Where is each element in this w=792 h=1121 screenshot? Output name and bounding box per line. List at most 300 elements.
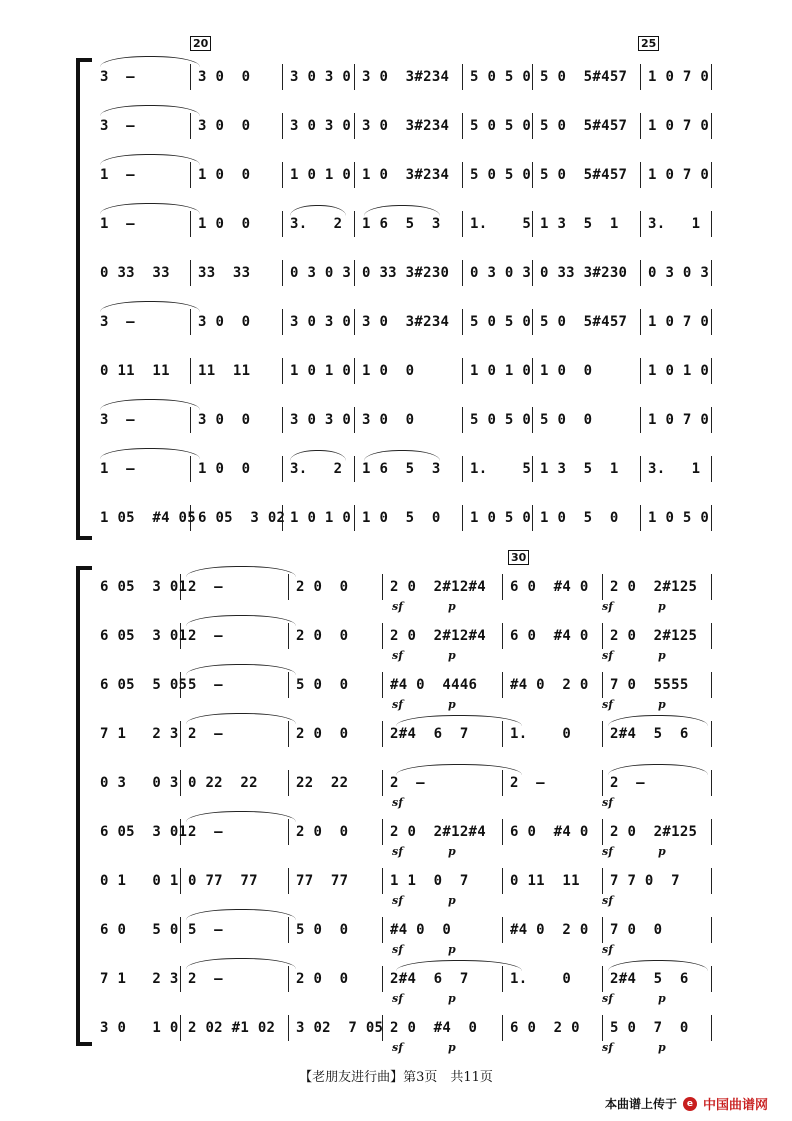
staff-row bbox=[92, 354, 712, 388]
measure-notes: 2 – bbox=[188, 726, 223, 742]
barline bbox=[282, 358, 283, 384]
measure-notes: 2 – bbox=[188, 824, 223, 840]
measure-notes: 1 0 5 0 bbox=[648, 510, 710, 526]
slur bbox=[100, 105, 200, 116]
barline-end bbox=[711, 819, 712, 845]
measure-notes: 5 0 0 bbox=[296, 677, 349, 693]
measure-notes: 6 0 2 0 bbox=[510, 1020, 580, 1036]
dynamic-sf: sf bbox=[392, 845, 403, 858]
measure-notes: 2 – bbox=[610, 775, 645, 791]
barline-end bbox=[711, 966, 712, 992]
measure-notes: 1 6 5 3 bbox=[362, 216, 441, 232]
barline bbox=[190, 309, 191, 335]
barline bbox=[382, 721, 383, 747]
barline bbox=[180, 917, 181, 943]
dynamic-sf: sf bbox=[392, 1041, 403, 1054]
measure-notes: 5 – bbox=[188, 677, 223, 693]
dynamic-sf: sf bbox=[602, 992, 613, 1005]
barline bbox=[288, 672, 289, 698]
measure-notes: 6 05 3 02 bbox=[198, 510, 286, 526]
slur bbox=[186, 566, 296, 577]
measure-notes: 3 0 3 0 bbox=[290, 118, 352, 134]
measure-notes: 1 0 1 0 bbox=[648, 363, 710, 379]
barline bbox=[180, 721, 181, 747]
measure-notes: 6 0 #4 0 bbox=[510, 628, 589, 644]
measure-notes: 1 0 1 0 bbox=[290, 167, 352, 183]
measure-notes: 6 05 3 01 bbox=[100, 824, 188, 840]
barline bbox=[382, 966, 383, 992]
dynamic-p: p bbox=[658, 992, 666, 1005]
measure-notes: #4 0 0 bbox=[390, 922, 452, 938]
measure-notes: 6 0 #4 0 bbox=[510, 824, 589, 840]
staff-row bbox=[92, 864, 712, 898]
measure-notes: 3 0 0 bbox=[198, 314, 251, 330]
staff-row bbox=[92, 619, 712, 653]
measure-notes: 2 0 0 bbox=[296, 628, 349, 644]
barline bbox=[602, 819, 603, 845]
barline bbox=[190, 211, 191, 237]
measure-notes: 7 0 5555 bbox=[610, 677, 689, 693]
measure-notes: 5 0 7 0 bbox=[610, 1020, 689, 1036]
barline bbox=[382, 574, 383, 600]
barline bbox=[532, 260, 533, 286]
barline bbox=[190, 162, 191, 188]
dynamic-p: p bbox=[448, 943, 456, 956]
barline-end bbox=[711, 162, 712, 188]
barline bbox=[462, 456, 463, 482]
measure-notes: 5 0 5#457 bbox=[540, 167, 628, 183]
staff-row bbox=[92, 256, 712, 290]
measure-notes: 1. 0 bbox=[510, 971, 572, 987]
measure-notes: 5 0 5 0 bbox=[470, 69, 532, 85]
slur bbox=[100, 448, 200, 459]
measure-notes: 5 0 0 bbox=[296, 922, 349, 938]
barline bbox=[354, 64, 355, 90]
measure-notes: 1 3 5 1 bbox=[540, 216, 619, 232]
barline bbox=[602, 917, 603, 943]
barline bbox=[462, 162, 463, 188]
barline bbox=[462, 113, 463, 139]
barline-end bbox=[711, 770, 712, 796]
site-logo-text[interactable]: 中国曲谱网 bbox=[702, 1098, 768, 1113]
measure-notes: 0 33 3#230 bbox=[540, 265, 628, 281]
barline bbox=[532, 309, 533, 335]
measure-notes: 2 0 0 bbox=[296, 726, 349, 742]
measure-notes: #4 0 2 0 bbox=[510, 922, 589, 938]
dynamic-sf: sf bbox=[602, 894, 613, 907]
dynamic-p: p bbox=[448, 1041, 456, 1054]
barline bbox=[382, 672, 383, 698]
slur bbox=[100, 399, 200, 410]
barline bbox=[354, 309, 355, 335]
barline-end bbox=[711, 623, 712, 649]
measure-notes: 3 0 0 bbox=[198, 412, 251, 428]
dynamic-p: p bbox=[448, 600, 456, 613]
measure-notes: 0 1 0 1 bbox=[100, 873, 179, 889]
measure-notes: 3. 1 bbox=[648, 216, 701, 232]
barline bbox=[502, 623, 503, 649]
staff-row bbox=[92, 570, 712, 604]
barline bbox=[640, 309, 641, 335]
barline-end bbox=[711, 917, 712, 943]
barline bbox=[282, 64, 283, 90]
barline bbox=[532, 113, 533, 139]
measure-notes: 3 0 3#234 bbox=[362, 118, 450, 134]
barline bbox=[354, 505, 355, 531]
measure-notes: 5 0 5 0 bbox=[470, 314, 532, 330]
barline bbox=[640, 162, 641, 188]
measure-notes: 1. 5 bbox=[470, 461, 532, 477]
measure-notes: 2#4 6 7 bbox=[390, 971, 469, 987]
measure-notes: 1 – bbox=[100, 461, 135, 477]
measure-notes: 1 0 5 0 bbox=[470, 510, 532, 526]
dynamic-p: p bbox=[658, 1041, 666, 1054]
barline bbox=[282, 260, 283, 286]
measure-notes: 3 0 0 bbox=[362, 412, 415, 428]
measure-notes: 3 0 3 0 bbox=[290, 314, 352, 330]
dynamic-sf: sf bbox=[602, 600, 613, 613]
measure-notes: 1 6 5 3 bbox=[362, 461, 441, 477]
barline bbox=[354, 456, 355, 482]
barline bbox=[288, 868, 289, 894]
measure-notes: 2 0 0 bbox=[296, 971, 349, 987]
barline bbox=[382, 770, 383, 796]
measure-notes: 2 – bbox=[188, 971, 223, 987]
staff-row bbox=[92, 668, 712, 702]
barline bbox=[502, 917, 503, 943]
measure-notes: 2 0 2#12#4 bbox=[390, 628, 487, 644]
dynamic-sf: sf bbox=[602, 845, 613, 858]
measure-notes: 5 0 5 0 bbox=[470, 118, 532, 134]
measure-notes: 1 – bbox=[100, 167, 135, 183]
measure-notes: 6 0 #4 0 bbox=[510, 579, 589, 595]
measure-notes: 2 0 2#125 bbox=[610, 579, 698, 595]
slur bbox=[186, 811, 296, 822]
barline bbox=[502, 868, 503, 894]
measure-notes: 2 0 2#125 bbox=[610, 628, 698, 644]
barline bbox=[190, 407, 191, 433]
barline-end bbox=[711, 1015, 712, 1041]
barline bbox=[354, 358, 355, 384]
bracket-cap-bottom bbox=[76, 536, 92, 540]
measure-notes: 0 3 0 3 bbox=[648, 265, 710, 281]
measure-notes: 3 0 0 bbox=[198, 118, 251, 134]
barline bbox=[532, 505, 533, 531]
barline bbox=[532, 456, 533, 482]
barline bbox=[602, 868, 603, 894]
slur bbox=[186, 615, 296, 626]
measure-notes: 3 0 3 0 bbox=[290, 69, 352, 85]
measure-notes: 1 0 7 0 bbox=[648, 69, 710, 85]
barline-end bbox=[711, 574, 712, 600]
barline bbox=[602, 672, 603, 698]
dynamic-sf: sf bbox=[602, 1041, 613, 1054]
barline bbox=[462, 505, 463, 531]
measure-notes: 3 0 0 bbox=[198, 69, 251, 85]
barline bbox=[180, 770, 181, 796]
bracket-cap-bottom bbox=[76, 1042, 92, 1046]
dynamic-sf: sf bbox=[602, 698, 613, 711]
barline bbox=[640, 64, 641, 90]
measure-notes: 2 0 2#12#4 bbox=[390, 579, 487, 595]
barline bbox=[462, 211, 463, 237]
measure-notes: 6 05 3 01 bbox=[100, 579, 188, 595]
slur bbox=[186, 958, 296, 969]
measure-notes: 3 0 1 0 bbox=[100, 1020, 179, 1036]
barline bbox=[640, 211, 641, 237]
measure-notes: 1 0 7 0 bbox=[648, 412, 710, 428]
barline-end bbox=[711, 309, 712, 335]
measure-notes: 3 0 3#234 bbox=[362, 69, 450, 85]
measure-notes: 5 0 0 bbox=[540, 412, 593, 428]
barline bbox=[462, 407, 463, 433]
barline bbox=[602, 966, 603, 992]
measure-notes: 1 0 0 bbox=[362, 363, 415, 379]
measure-notes: 0 77 77 bbox=[188, 873, 258, 889]
barline bbox=[382, 819, 383, 845]
measure-notes: 33 33 bbox=[198, 265, 251, 281]
measure-notes: 2 – bbox=[188, 628, 223, 644]
barline bbox=[282, 162, 283, 188]
barline-end bbox=[711, 260, 712, 286]
staff-row bbox=[92, 1011, 712, 1045]
barline bbox=[288, 819, 289, 845]
dynamic-sf: sf bbox=[602, 649, 613, 662]
barline bbox=[288, 721, 289, 747]
measure-notes: 7 7 0 7 bbox=[610, 873, 680, 889]
measure-notes: 6 05 3 01 bbox=[100, 628, 188, 644]
measure-notes: 1 05 #4 05 bbox=[100, 510, 197, 526]
barline bbox=[190, 113, 191, 139]
measure-notes: 2#4 6 7 bbox=[390, 726, 469, 742]
barline bbox=[288, 770, 289, 796]
measure-notes: 1 0 5 0 bbox=[540, 510, 619, 526]
rehearsal-mark-25: 25 bbox=[638, 36, 659, 51]
dynamic-p: p bbox=[448, 992, 456, 1005]
slur bbox=[186, 664, 296, 675]
measure-notes: 1 0 7 0 bbox=[648, 167, 710, 183]
dynamic-sf: sf bbox=[392, 894, 403, 907]
dynamic-p: p bbox=[448, 649, 456, 662]
barline bbox=[354, 260, 355, 286]
site-logo-icon: e bbox=[683, 1097, 697, 1111]
slur bbox=[100, 56, 200, 67]
dynamic-p: p bbox=[658, 698, 666, 711]
measure-notes: 0 11 11 bbox=[510, 873, 580, 889]
measure-notes: 5 0 5 0 bbox=[470, 167, 532, 183]
measure-notes: #4 0 4446 bbox=[390, 677, 478, 693]
measure-notes: 2 – bbox=[188, 579, 223, 595]
measure-notes: 2#4 5 6 bbox=[610, 726, 689, 742]
measure-notes: 1 0 0 bbox=[198, 167, 251, 183]
measure-notes: #4 0 2 0 bbox=[510, 677, 589, 693]
barline-end bbox=[711, 64, 712, 90]
barline bbox=[382, 623, 383, 649]
barline-end bbox=[711, 505, 712, 531]
measure-notes: 0 11 11 bbox=[100, 363, 170, 379]
measure-notes: 5 0 5 0 bbox=[470, 412, 532, 428]
upload-credit bbox=[605, 1094, 768, 1113]
barline-end bbox=[711, 868, 712, 894]
barline bbox=[288, 623, 289, 649]
barline bbox=[288, 1015, 289, 1041]
barline bbox=[288, 574, 289, 600]
barline bbox=[640, 407, 641, 433]
barline bbox=[532, 64, 533, 90]
measure-notes: 3. 2 bbox=[290, 216, 343, 232]
barline bbox=[602, 1015, 603, 1041]
barline bbox=[282, 309, 283, 335]
measure-notes: 3 02 7 05 bbox=[296, 1020, 384, 1036]
measure-notes: 3 – bbox=[100, 69, 135, 85]
measure-notes: 0 3 0 3 bbox=[290, 265, 352, 281]
dynamic-p: p bbox=[448, 894, 456, 907]
barline bbox=[502, 1015, 503, 1041]
barline bbox=[640, 505, 641, 531]
slur bbox=[186, 909, 296, 920]
rehearsal-mark-30: 30 bbox=[508, 550, 529, 565]
measure-notes: 0 3 0 3 bbox=[100, 775, 179, 791]
barline bbox=[640, 456, 641, 482]
measure-notes: 2 0 #4 0 bbox=[390, 1020, 478, 1036]
barline-end bbox=[711, 672, 712, 698]
measure-notes: 2 – bbox=[510, 775, 545, 791]
barline bbox=[288, 917, 289, 943]
barline-end bbox=[711, 211, 712, 237]
page-footer: 【老朋友进行曲】第3页 共11页 bbox=[299, 1070, 493, 1085]
barline bbox=[502, 672, 503, 698]
dynamic-sf: sf bbox=[392, 600, 403, 613]
barline bbox=[354, 113, 355, 139]
dynamic-p: p bbox=[448, 845, 456, 858]
measure-notes: 1 0 1 0 bbox=[290, 510, 352, 526]
measure-notes: 1 0 0 bbox=[198, 461, 251, 477]
dynamic-p: p bbox=[448, 698, 456, 711]
measure-notes: 2 0 0 bbox=[296, 579, 349, 595]
barline-end bbox=[711, 113, 712, 139]
measure-notes: 1. 0 bbox=[510, 726, 572, 742]
measure-notes: 5 0 5#457 bbox=[540, 314, 628, 330]
barline bbox=[282, 456, 283, 482]
measure-notes: 3. 2 bbox=[290, 461, 343, 477]
measure-notes: 7 0 0 bbox=[610, 922, 663, 938]
measure-notes: 7 1 2 3 bbox=[100, 726, 179, 742]
measure-notes: 1 0 7 0 bbox=[648, 314, 710, 330]
credit-label: 本曲谱上传于 bbox=[604, 1097, 677, 1111]
barline bbox=[190, 456, 191, 482]
staff-row bbox=[92, 815, 712, 849]
dynamic-sf: sf bbox=[392, 698, 403, 711]
slur bbox=[100, 301, 200, 312]
barline bbox=[602, 574, 603, 600]
dynamic-p: p bbox=[658, 649, 666, 662]
barline-end bbox=[711, 358, 712, 384]
barline bbox=[382, 917, 383, 943]
measure-notes: 77 77 bbox=[296, 873, 349, 889]
measure-notes: 22 22 bbox=[296, 775, 349, 791]
barline bbox=[640, 113, 641, 139]
measure-notes: 7 1 2 3 bbox=[100, 971, 179, 987]
measure-notes: 1 0 1 0 bbox=[470, 363, 532, 379]
dynamic-sf: sf bbox=[602, 943, 613, 956]
measure-notes: 1 0 1 0 bbox=[290, 363, 352, 379]
barline bbox=[190, 358, 191, 384]
barline bbox=[282, 211, 283, 237]
barline bbox=[532, 162, 533, 188]
barline bbox=[532, 358, 533, 384]
dynamic-sf: sf bbox=[392, 992, 403, 1005]
barline bbox=[462, 64, 463, 90]
measure-notes: 1. 5 bbox=[470, 216, 532, 232]
barline bbox=[354, 211, 355, 237]
barline-end bbox=[711, 456, 712, 482]
measure-notes: 2 – bbox=[390, 775, 425, 791]
dynamic-p: p bbox=[658, 845, 666, 858]
rehearsal-mark-20: 20 bbox=[190, 36, 211, 51]
measure-notes: 6 0 5 0 bbox=[100, 922, 179, 938]
barline bbox=[180, 868, 181, 894]
measure-notes: 2 0 0 bbox=[296, 824, 349, 840]
barline bbox=[602, 623, 603, 649]
staff-row bbox=[92, 501, 712, 535]
dynamic-sf: sf bbox=[392, 649, 403, 662]
measure-notes: 2 02 #1 02 bbox=[188, 1020, 276, 1036]
system-bracket bbox=[76, 566, 80, 1046]
barline bbox=[354, 162, 355, 188]
barline bbox=[462, 309, 463, 335]
barline bbox=[602, 721, 603, 747]
measure-notes: 2 0 2#125 bbox=[610, 824, 698, 840]
measure-notes: 3 – bbox=[100, 412, 135, 428]
measure-notes: 0 33 3#230 bbox=[362, 265, 450, 281]
barline bbox=[532, 407, 533, 433]
measure-notes: 0 3 0 3 bbox=[470, 265, 532, 281]
barline bbox=[502, 819, 503, 845]
barline bbox=[640, 358, 641, 384]
bracket-cap-top bbox=[76, 58, 92, 62]
measure-notes: 1 3 5 1 bbox=[540, 461, 619, 477]
bracket-cap-top bbox=[76, 566, 92, 570]
barline-end bbox=[711, 407, 712, 433]
measure-notes: 5 0 5#457 bbox=[540, 118, 628, 134]
barline bbox=[282, 113, 283, 139]
slur bbox=[100, 203, 200, 214]
measure-notes: 0 33 33 bbox=[100, 265, 170, 281]
measure-notes: 3. 1 bbox=[648, 461, 701, 477]
barline bbox=[462, 358, 463, 384]
measure-notes: 3 0 3 0 bbox=[290, 412, 352, 428]
measure-notes: 1 1 0 7 bbox=[390, 873, 469, 889]
measure-notes: 11 11 bbox=[198, 363, 251, 379]
barline bbox=[354, 407, 355, 433]
barline bbox=[288, 966, 289, 992]
barline bbox=[602, 770, 603, 796]
measure-notes: 3 – bbox=[100, 314, 135, 330]
barline bbox=[180, 1015, 181, 1041]
barline bbox=[282, 407, 283, 433]
system-bracket bbox=[76, 58, 80, 540]
staff-row bbox=[92, 913, 712, 947]
measure-notes: 5 0 5#457 bbox=[540, 69, 628, 85]
measure-notes: 0 22 22 bbox=[188, 775, 258, 791]
measure-notes: 1 0 0 bbox=[198, 216, 251, 232]
slur bbox=[100, 154, 200, 165]
dynamic-sf: sf bbox=[392, 943, 403, 956]
barline bbox=[190, 64, 191, 90]
measure-notes: 3 – bbox=[100, 118, 135, 134]
measure-notes: 2#4 5 6 bbox=[610, 971, 689, 987]
measure-notes: 2 0 2#12#4 bbox=[390, 824, 487, 840]
